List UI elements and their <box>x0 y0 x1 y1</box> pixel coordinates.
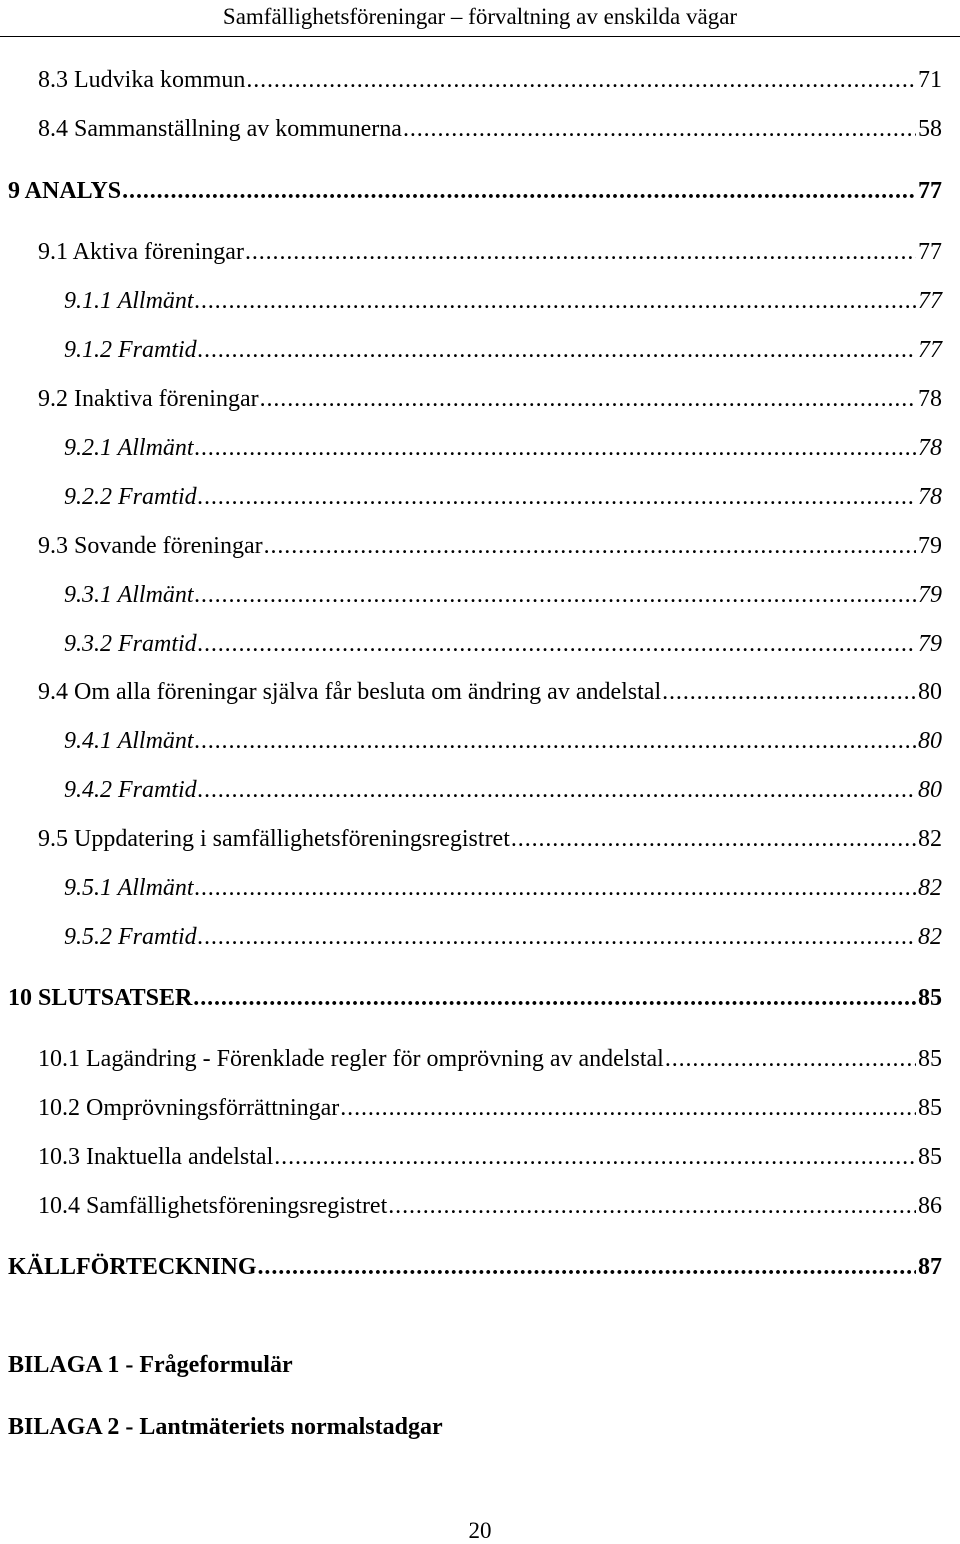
toc-entry-page: 77 <box>918 337 942 363</box>
toc-entry-label: 9.2.1 Allmänt <box>64 435 194 461</box>
toc-entry-page: 80 <box>918 777 942 803</box>
toc-entry-label: 8.3 Ludvika kommun <box>38 67 246 93</box>
toc-entry-page: 82 <box>918 924 942 950</box>
toc-entry-label: 9.5 Uppdatering i samfällighetsföreningsregistret <box>38 826 510 852</box>
toc-entry-label: 10.3 Inaktuella andelstal <box>38 1144 274 1170</box>
toc-entry-9-4-2[interactable] <box>64 776 942 804</box>
toc-leader-dots <box>260 385 916 413</box>
toc-entry-label: 10.4 Samfällighetsföreningsregistret <box>38 1193 388 1219</box>
toc-leader-dots <box>195 287 916 315</box>
toc-entry-9-5-2[interactable] <box>64 923 942 951</box>
toc-entry-page: 85 <box>918 985 942 1011</box>
toc-entry-page: 87 <box>918 1254 942 1280</box>
toc-entry-page: 78 <box>918 484 942 510</box>
toc-entry-10-2[interactable] <box>38 1094 942 1122</box>
toc-leader-dots <box>198 483 916 511</box>
toc-entry-9-2-1[interactable] <box>64 434 942 462</box>
toc-entry-9[interactable] <box>8 177 942 205</box>
toc-leader-dots <box>511 825 916 853</box>
toc-leader-dots <box>274 1143 916 1171</box>
toc-entry-9-2[interactable] <box>38 385 942 413</box>
toc-entry-label: 9.1.1 Allmänt <box>64 288 194 314</box>
page-number: 20 <box>468 1518 492 1543</box>
toc-entry-9-4-1[interactable] <box>64 727 942 755</box>
toc-entry-label: 9.3.1 Allmänt <box>64 582 194 608</box>
toc-leader-dots <box>662 678 916 706</box>
toc-entry-page: 58 <box>918 116 942 142</box>
toc-entry-10-3[interactable] <box>38 1143 942 1171</box>
toc-entry-9-1-2[interactable] <box>64 336 942 364</box>
toc-leader-dots <box>198 923 916 951</box>
toc-leader-dots <box>195 581 916 609</box>
toc-entry-page: 80 <box>918 679 942 705</box>
toc-leader-dots <box>195 434 916 462</box>
toc-entry-label: 9.5.2 Framtid <box>64 924 197 950</box>
toc-entry-10[interactable] <box>8 984 942 1012</box>
toc-entry-page: 79 <box>918 533 942 559</box>
toc-entry-page: 78 <box>918 386 942 412</box>
toc-entry-page: 85 <box>918 1046 942 1072</box>
toc-entry-page: 79 <box>918 582 942 608</box>
toc-entry-label: 10.1 Lagändring - Förenklade regler för omprövning av andelstal <box>38 1046 664 1072</box>
toc-entry-page: 85 <box>918 1095 942 1121</box>
toc-leader-dots <box>198 776 916 804</box>
toc-entry-page: 79 <box>918 631 942 657</box>
toc-entry-label: 9.3 Sovande föreningar <box>38 533 263 559</box>
toc-entry-page: 77 <box>918 288 942 314</box>
toc-entry-page: 82 <box>918 826 942 852</box>
toc-entry-label: 9.1.2 Framtid <box>64 337 197 363</box>
toc-leader-dots <box>665 1045 916 1073</box>
toc-entry-label: 10 SLUTSATSER <box>8 985 193 1011</box>
toc-entry-10-1[interactable] <box>38 1045 942 1073</box>
appendix-1-heading: BILAGA 1 - Frågeformulär <box>8 1352 293 1378</box>
toc-entry-9-3-2[interactable] <box>64 630 942 658</box>
toc-leader-dots <box>245 238 916 266</box>
toc-entry-8-4[interactable] <box>38 115 942 143</box>
toc-entry-page: 77 <box>918 178 942 204</box>
toc-entry-page: 85 <box>918 1144 942 1170</box>
toc-entry-9-1[interactable] <box>38 238 942 266</box>
toc-entry-8-3[interactable] <box>38 66 942 94</box>
toc-entry-label: 9.3.2 Framtid <box>64 631 197 657</box>
appendix-2-heading: BILAGA 2 - Lantmäteriets normalstadgar <box>8 1414 443 1440</box>
toc-leader-dots <box>193 984 916 1012</box>
toc-leader-dots <box>195 874 916 902</box>
toc-entry-page: 80 <box>918 728 942 754</box>
toc-entry-9-5[interactable] <box>38 825 942 853</box>
toc-leader-dots <box>198 630 916 658</box>
toc-entry-page: 86 <box>918 1193 942 1219</box>
toc-entry-9-5-1[interactable] <box>64 874 942 902</box>
toc-entry-label: 10.2 Omprövningsförrättningar <box>38 1095 340 1121</box>
running-header-title: Samfällighetsföreningar – förvaltning av enskilda vägar <box>222 4 738 29</box>
toc-leader-dots <box>340 1094 916 1122</box>
toc-entry-label: KÄLLFÖRTECKNING <box>8 1254 257 1280</box>
toc-leader-dots <box>122 177 916 205</box>
toc-entry-page: 71 <box>918 67 942 93</box>
toc-entry-9-3[interactable] <box>38 532 942 560</box>
toc-entry-label: 9.4.2 Framtid <box>64 777 197 803</box>
toc-entry-9-3-1[interactable] <box>64 581 942 609</box>
toc-entry-10-4[interactable] <box>38 1192 942 1220</box>
toc-leader-dots <box>258 1253 916 1281</box>
toc-entry-9-1-1[interactable] <box>64 287 942 315</box>
toc-leader-dots <box>403 115 916 143</box>
toc-entry-page: 77 <box>918 239 942 265</box>
toc-entry-9-2-2[interactable] <box>64 483 942 511</box>
toc-entry-page: 82 <box>918 875 942 901</box>
toc-entry-page: 78 <box>918 435 942 461</box>
toc-entry-label: 9.1 Aktiva föreningar <box>38 239 244 265</box>
toc-entry-label: 9.2.2 Framtid <box>64 484 197 510</box>
toc-entry-9-4[interactable] <box>38 678 942 706</box>
toc-entry-label: 9.2 Inaktiva föreningar <box>38 386 259 412</box>
toc-leader-dots <box>195 727 916 755</box>
toc-leader-dots <box>198 336 916 364</box>
header-rule <box>0 36 960 37</box>
toc-entry-label: 9 ANALYS <box>8 178 122 204</box>
toc-leader-dots <box>246 66 916 94</box>
toc-entry-kallforteckning[interactable] <box>8 1253 942 1281</box>
toc-entry-label: 9.4.1 Allmänt <box>64 728 194 754</box>
toc-entry-label: 9.4 Om alla föreningar själva får besluta om ändring av andelstal <box>38 679 662 705</box>
toc-leader-dots <box>388 1192 916 1220</box>
toc-leader-dots <box>264 532 916 560</box>
toc-entry-label: 9.5.1 Allmänt <box>64 875 194 901</box>
toc-entry-label: 8.4 Sammanställning av kommunerna <box>38 116 402 142</box>
